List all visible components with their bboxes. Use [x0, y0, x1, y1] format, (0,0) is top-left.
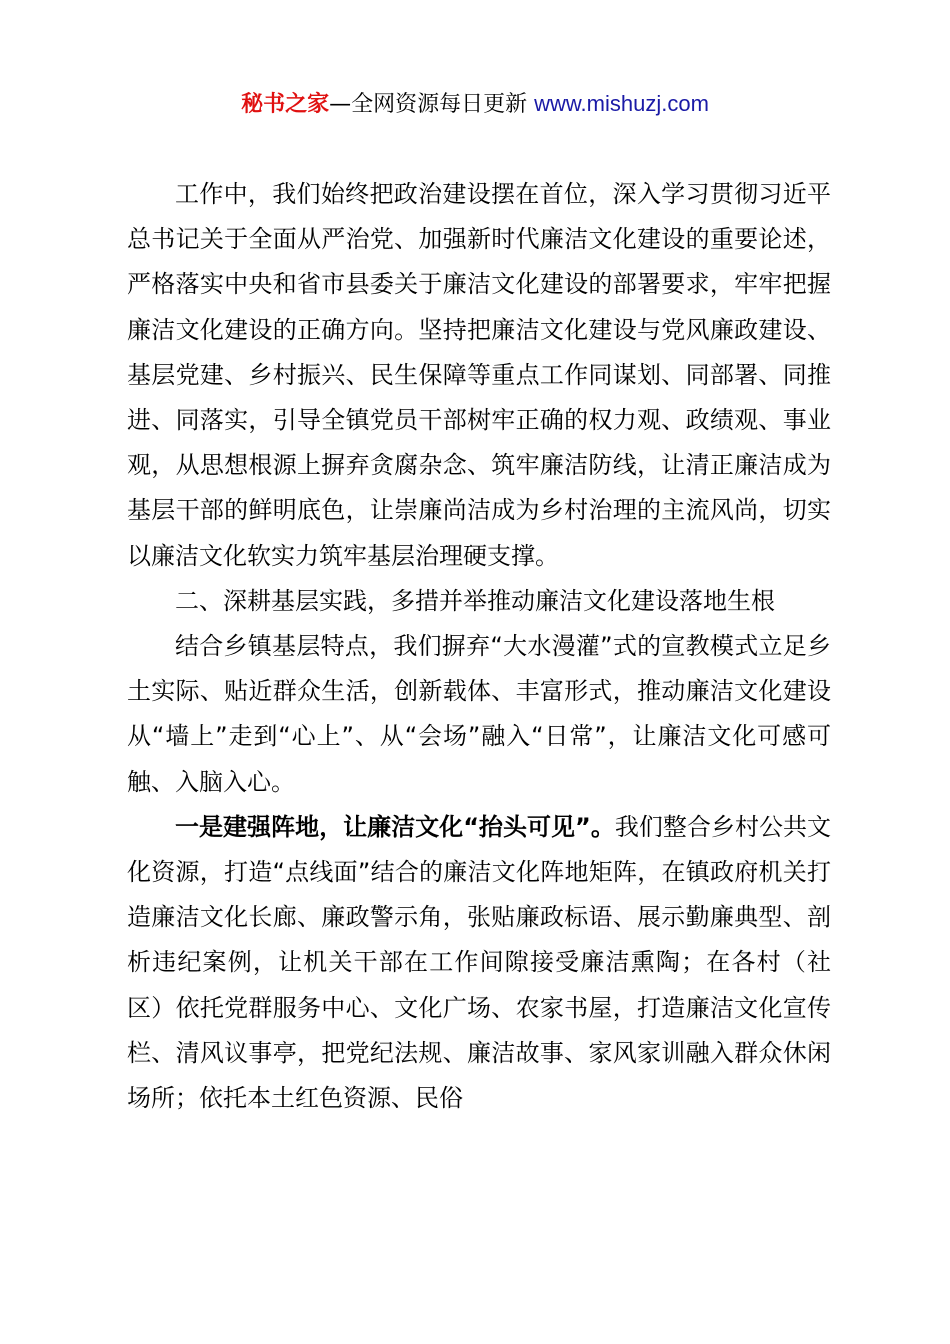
paragraph [127, 172, 831, 579]
brand-name: 秘书之家 [241, 92, 330, 117]
site-url[interactable]: www.mishuzj.com [534, 91, 709, 116]
header-tagline: —全网资源每日更新 [329, 92, 535, 117]
section-heading [127, 579, 831, 624]
paragraph [127, 805, 831, 1121]
document-body [127, 172, 831, 1121]
paragraph [127, 624, 831, 805]
paragraph-text: 工作中，我们始终把政治建设摆在首位，深入学习贯彻习近平总书记关于全面从严治党、加强新时代廉洁文化建设的重要论述，严格落实中央和省市县委关于廉洁文化建设的部署要求，牢牢把握廉洁文化建设的正确方向。坚持把廉洁文化建设与党风廉政建设、基层党建、乡村振兴、民生保障等重点工作同谋划、同部署、同推进、同落实，引导全镇党员干部树牢正确的权力观、政绩观、事业观，从思想根源上摒弃贪腐杂念、筑牢廉洁防线，让清正廉洁成为基层干部的鲜明底色，让崇廉尚洁成为乡村治理的主流风尚，切实以廉洁文化软实力筑牢基层治理硬支撑。 [127, 180, 831, 570]
page-header [0, 88, 950, 121]
section-heading-text: 二、深耕基层实践，多措并举推动廉洁文化建设落地生根 [175, 586, 775, 615]
paragraph-lead: 一是建强阵地，让廉洁文化“抬头可见”。 [175, 812, 615, 841]
paragraph-text: 结合乡镇基层特点，我们摒弃“大水漫灌”式的宣教模式立足乡土实际、贴近群众生活，创新载体、丰富形式，推动廉洁文化建设从“墙上”走到“心上”、从“会场”融入“日常”，让廉洁文化可感可触、入脑入心。 [127, 632, 831, 796]
paragraph-text: 我们整合乡村公共文化资源，打造“点线面”结合的廉洁文化阵地矩阵，在镇政府机关打造廉洁文化长廊、廉政警示角，张贴廉政标语、展示勤廉典型、剖析违纪案例，让机关干部在工作间隙接受廉洁熏陶；在各村（社区）依托党群服务中心、文化广场、农家书屋，打造廉洁文化宣传栏、清风议事亭，把党纪法规、廉洁故事、家风家训融入群众休闲场所；依托本土红色资源、民俗 [127, 812, 832, 1113]
